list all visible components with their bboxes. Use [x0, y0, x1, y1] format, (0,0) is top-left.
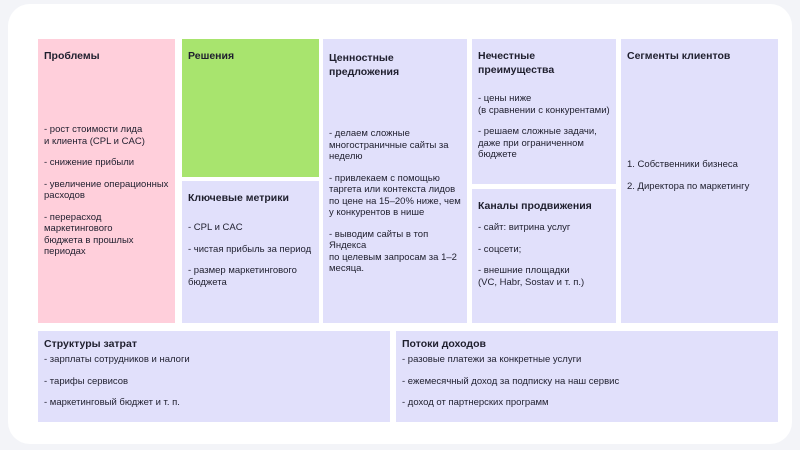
list-item: - ежемесячный доход за подписку на наш сервис: [402, 375, 620, 387]
advantages-list: [478, 93, 610, 161]
costs-title: Структуры затрат: [44, 338, 137, 350]
segments-list: [627, 159, 772, 192]
costs-list: [44, 354, 384, 409]
list-item: - решаем сложные задачи, даже при ограниченном бюджете: [478, 126, 597, 160]
list-item: - тарифы сервисов: [44, 375, 129, 387]
list-item: - цены ниже (в сравнении с конкурентами): [478, 93, 610, 116]
segments-title: Сегменты клиентов: [627, 50, 731, 62]
problems-block: [38, 39, 175, 323]
list-item: - выводим сайты в топ Яндекса по целевым запросам за 1–2 месяца.: [329, 228, 457, 274]
customer-segments-block: [621, 39, 778, 323]
channels-title: Каналы продвижения: [478, 200, 592, 212]
list-item: 1. Собственники бизнеса: [627, 159, 738, 170]
values-title: Ценностные предложения: [329, 52, 400, 78]
cost-structure-block: [38, 331, 390, 422]
list-item: - внешние площадки (VC, Habr, Sostav и т. п.): [478, 265, 585, 288]
list-item: - доход от партнерских программ: [402, 397, 549, 408]
channels-block: [472, 189, 616, 323]
list-item: - разовые платежи за конкретные услуги: [402, 354, 582, 365]
list-item: - размер маркетингового бюджета: [188, 265, 297, 288]
solutions-block: [182, 39, 319, 177]
list-item: - снижение прибыли: [44, 157, 135, 168]
metrics-block: [182, 181, 319, 323]
list-item: - сайт: витрина услуг: [478, 222, 571, 233]
list-item: - делаем сложные многостраничные сайты за неделю: [329, 128, 449, 162]
unfair-advantages-block: [472, 39, 616, 184]
canvas-frame: [8, 4, 792, 444]
list-item: - CPL и CAC: [188, 222, 243, 233]
list-item: - маркетинговый бюджет и т. п.: [44, 397, 180, 408]
metrics-list: [188, 222, 313, 288]
problems-title: Проблемы: [44, 50, 100, 62]
list-item: - увеличение операционных расходов: [44, 178, 169, 201]
list-item: - рост стоимости лида и клиента (CPL и CAC): [44, 124, 145, 147]
value-propositions-block: [323, 39, 467, 323]
revenue-title: Потоки доходов: [402, 338, 486, 350]
channels-list: [478, 222, 610, 288]
list-item: - чистая прибыль за период: [188, 243, 312, 255]
list-item: - привлекаем с помощью таргета или контекста лидов по цене на 15–20% ниже, чем у конкурентов в нише: [329, 172, 461, 218]
advantages-title: Нечестные преимущества: [478, 50, 555, 76]
problems-list: [44, 124, 169, 258]
solutions-title: Решения: [188, 50, 235, 62]
list-item: - зарплаты сотрудников и налоги: [44, 354, 190, 365]
values-list: [329, 128, 461, 275]
list-item: 2. Директора по маркетингу: [627, 180, 750, 192]
revenue-list: [402, 354, 772, 409]
list-item: - перерасход маркетингового бюджета в прошлых периодах: [44, 211, 134, 257]
revenue-streams-block: [396, 331, 778, 422]
list-item: - соцсети;: [478, 243, 522, 255]
metrics-title: Ключевые метрики: [188, 192, 289, 204]
